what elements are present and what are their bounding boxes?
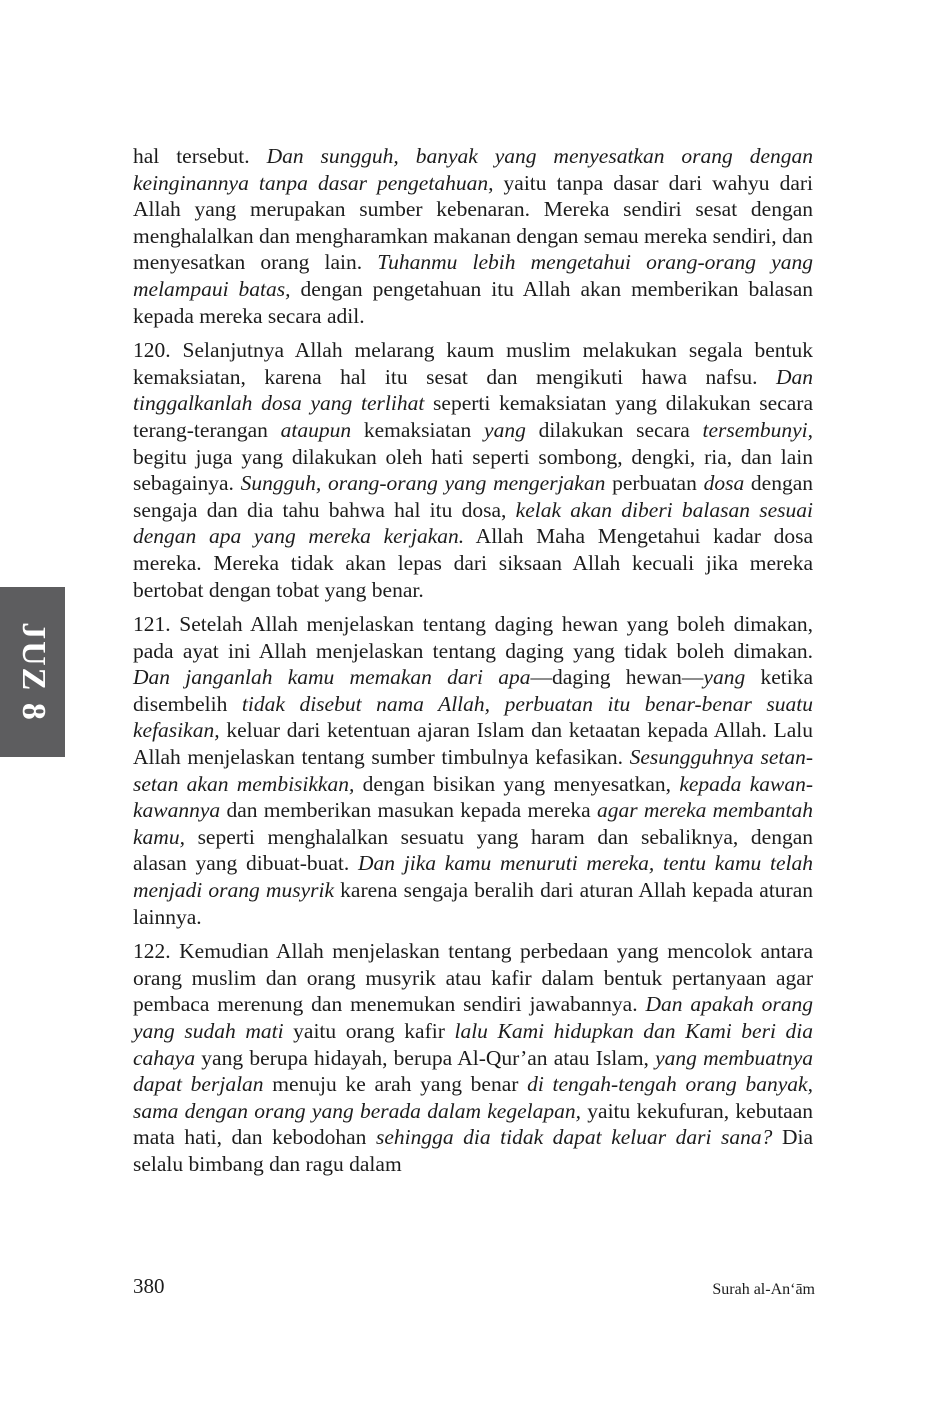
italic-quote-run: Dan janganlah kamu memakan dari apa — [133, 665, 531, 690]
text-run: 120. Selanjutnya Allah melarang kaum muslim melakukan segala bentuk kemaksiatan, karena hal itu sesat dan mengikuti hawa nafsu. — [133, 338, 813, 389]
text-run: seperti menghalalkan sesuatu yang haram dan sebaliknya, dengan alasan yang dibuat-buat. — [133, 824, 813, 876]
italic-quote-run: Sungguh, orang-orang yang mengerjakan — [240, 471, 606, 496]
italic-quote-run: agar mereka membantah kamu, — [133, 798, 813, 849]
page-number: 380 — [133, 1274, 165, 1298]
text-run: dengan pengetahuan itu Allah akan memberikan balasan kepada mereka secara adil. — [133, 276, 813, 328]
text-run: perbuatan — [605, 471, 704, 496]
italic-quote-run: Dan tinggalkanlah dosa yang terlihat — [133, 364, 813, 416]
italic-quote-run: kelak akan diberi balasan sesuai dengan apa yang mereka kerjakan. — [133, 497, 813, 549]
italic-quote-run: kepada kawan-kawannya — [133, 771, 813, 823]
text-run: yaitu orang kafir — [283, 1019, 455, 1043]
italic-quote-run: yang — [703, 665, 746, 690]
text-run: 121. Setelah Allah menjelaskan tentang daging hewan yang boleh dimakan, pada ayat ini Allah menjelaskan tentang daging yang tidak boleh dimakan. — [133, 612, 813, 663]
text-run: hal tersebut. — [133, 144, 267, 168]
text-run: dilakukan secara — [525, 417, 703, 442]
italic-quote-run: Dan jika kamu menuruti mereka, tentu kamu telah menjadi orang musyrik — [133, 851, 813, 903]
italic-quote-run: Tuhanmu lebih mengetahui orang-orang yang melampaui batas, — [133, 250, 813, 301]
italic-quote-run: dosa — [703, 471, 745, 496]
italic-quote-run: Dan sungguh, banyak yang menyesatkan orang dengan keinginannya tanpa dasar pengetahuan, — [133, 144, 813, 195]
paragraph-continuation — [133, 143, 813, 329]
text-run: keluar dari ketentuan ajaran Islam dan ketaatan kepada Allah. Lalu Allah menjelaskan tentang sumber timbulnya kefasikan. — [133, 718, 813, 770]
text-run: 122. Kemudian Allah menjelaskan tentang perbedaan yang mencolok antara orang muslim dan orang musyrik atau kafir dalam bentuk pertanyaan agar pembaca merenung dan menemukan sendiri jawabannya. — [133, 939, 813, 1017]
italic-quote-run: di tengah-tengah orang banyak, sama dengan orang yang berada dalam kegelapan, — [133, 1072, 813, 1123]
body-text — [133, 143, 813, 1178]
text-run: yaitu tanpa dasar dari wahyu dari Allah yang merupakan sumber kebenaran. Mereka sendiri sesat dengan menghalalkan dan mengharamkan makanan dengan semau mereka sendiri, dan menyesatkan orang lain. — [133, 170, 813, 275]
text-run: menuju ke arah yang benar — [263, 1072, 528, 1097]
paragraph-verse-121 — [133, 611, 813, 930]
text-run: Dia selalu bimbang dan ragu dalam — [133, 1125, 814, 1176]
italic-quote-run: tersembunyi, — [702, 417, 813, 442]
running-footer-title: Surah al-An‘ām — [712, 1281, 815, 1298]
text-run: seperti kemaksiatan yang dilakukan secara terang-terangan — [133, 391, 813, 442]
text-run: yaitu kekufuran, kebutaan mata hati, dan kebodohan — [133, 1098, 814, 1150]
italic-quote-run: Dan apakah orang yang sudah mati — [133, 992, 814, 1043]
paragraph-verse-122 — [133, 938, 813, 1177]
text-run: ketika disembelih — [133, 665, 813, 716]
text-run: dan memberikan masukan kepada mereka — [220, 798, 597, 823]
text-run: Allah Maha Mengetahui kadar dosa mereka. Mereka tidak akan lepas dari siksaan Allah kecuali jika mereka bertobat dengan tobat yang benar. — [133, 524, 813, 602]
paragraph-verse-120 — [133, 337, 813, 603]
text-run: dengan sengaja dan dia tahu bahwa hal itu dosa, — [133, 471, 814, 522]
juz-side-tab — [0, 587, 65, 757]
italic-quote-run: yang membuatnya dapat berjalan — [133, 1045, 814, 1097]
italic-quote-run: tidak disebut nama Allah, perbuatan itu benar-benar suatu kefasikan, — [133, 691, 813, 743]
italic-quote-run: yang — [484, 417, 526, 442]
text-run: kemaksiatan — [351, 417, 485, 442]
text-run: yang berupa hidayah, berupa Al-Qur’an atau Islam, — [195, 1045, 656, 1070]
text-run: —daging hewan— — [530, 665, 704, 690]
juz-label: JUZ 8 — [14, 622, 52, 722]
text-run: begitu juga yang dilakukan oleh hati seperti sombong, dengki, ria, dan lain sebagainya. — [133, 444, 813, 496]
italic-quote-run: lalu Kami hidupkan dan Kami beri dia cahaya — [133, 1019, 814, 1070]
text-run: dengan bisikan yang menyesatkan, — [354, 771, 680, 796]
text-run: karena sengaja beralih dari aturan Allah kepada aturan lainnya. — [133, 878, 813, 929]
italic-quote-run: sehingga dia tidak dapat keluar dari sana? — [375, 1125, 773, 1150]
italic-quote-run: ataupun — [280, 417, 352, 442]
italic-quote-run: Sesungguhnya setan-setan akan membisikkan, — [133, 745, 813, 796]
